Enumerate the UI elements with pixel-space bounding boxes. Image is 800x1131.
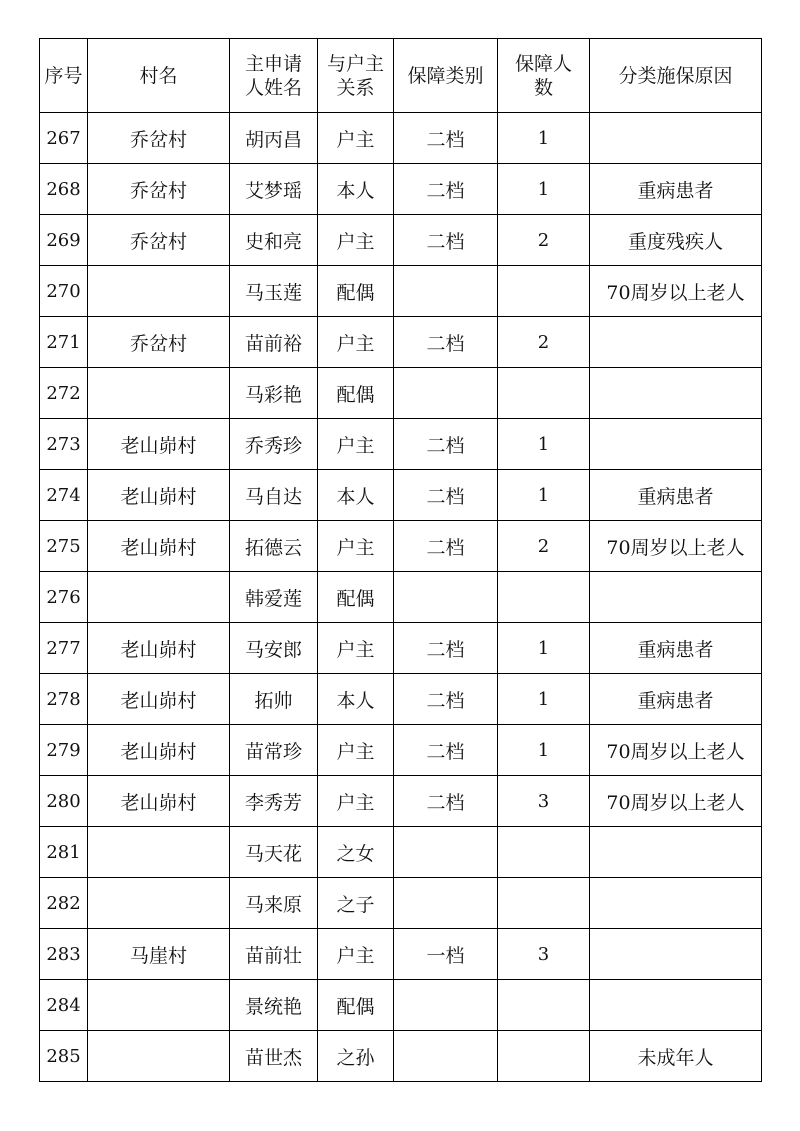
cell-count: 2 <box>498 521 590 572</box>
cell-count: 2 <box>498 317 590 368</box>
cell-relation: 配偶 <box>318 266 394 317</box>
cell-relation: 本人 <box>318 164 394 215</box>
cell-reason: 重病患者 <box>590 623 762 674</box>
cell-seq: 275 <box>40 521 88 572</box>
cell-relation: 配偶 <box>318 980 394 1031</box>
cell-applicant-name: 史和亮 <box>230 215 318 266</box>
cell-village <box>88 878 230 929</box>
cell-category: 一档 <box>394 929 498 980</box>
cell-village: 老山峁村 <box>88 470 230 521</box>
cell-village: 乔岔村 <box>88 113 230 164</box>
cell-relation: 户主 <box>318 623 394 674</box>
cell-applicant-name: 乔秀珍 <box>230 419 318 470</box>
cell-seq: 276 <box>40 572 88 623</box>
cell-seq: 282 <box>40 878 88 929</box>
cell-reason <box>590 113 762 164</box>
cell-count <box>498 878 590 929</box>
cell-count: 1 <box>498 623 590 674</box>
cell-category: 二档 <box>394 674 498 725</box>
cell-applicant-name: 马自达 <box>230 470 318 521</box>
cell-reason <box>590 929 762 980</box>
cell-applicant-name: 艾梦瑶 <box>230 164 318 215</box>
cell-relation: 配偶 <box>318 572 394 623</box>
cell-village: 乔岔村 <box>88 317 230 368</box>
cell-village: 乔岔村 <box>88 215 230 266</box>
cell-relation: 户主 <box>318 317 394 368</box>
table-row <box>40 776 762 827</box>
cell-applicant-name: 景统艳 <box>230 980 318 1031</box>
cell-category: 二档 <box>394 317 498 368</box>
table-row <box>40 317 762 368</box>
cell-applicant-name: 苗世杰 <box>230 1031 318 1082</box>
cell-reason: 重病患者 <box>590 164 762 215</box>
header-category: 保障类别 <box>394 39 498 113</box>
cell-relation: 户主 <box>318 521 394 572</box>
cell-seq: 284 <box>40 980 88 1031</box>
cell-applicant-name: 拓帅 <box>230 674 318 725</box>
table-row <box>40 164 762 215</box>
table-row <box>40 266 762 317</box>
cell-count <box>498 980 590 1031</box>
cell-relation: 户主 <box>318 113 394 164</box>
table-row <box>40 572 762 623</box>
cell-reason <box>590 368 762 419</box>
header-relation: 与户主关系 <box>318 39 394 113</box>
cell-applicant-name: 马彩艳 <box>230 368 318 419</box>
cell-applicant-name: 拓德云 <box>230 521 318 572</box>
cell-applicant-name: 苗常珍 <box>230 725 318 776</box>
cell-category: 二档 <box>394 113 498 164</box>
cell-reason: 重病患者 <box>590 470 762 521</box>
cell-count <box>498 827 590 878</box>
cell-applicant-name: 苗前裕 <box>230 317 318 368</box>
table-row <box>40 623 762 674</box>
cell-village: 老山峁村 <box>88 776 230 827</box>
cell-relation: 之孙 <box>318 1031 394 1082</box>
table-body <box>40 113 762 1082</box>
header-count: 保障人数 <box>498 39 590 113</box>
cell-reason <box>590 419 762 470</box>
cell-relation: 户主 <box>318 725 394 776</box>
cell-village: 老山峁村 <box>88 419 230 470</box>
cell-applicant-name: 胡丙昌 <box>230 113 318 164</box>
cell-reason <box>590 317 762 368</box>
cell-category: 二档 <box>394 725 498 776</box>
cell-count <box>498 368 590 419</box>
cell-reason <box>590 878 762 929</box>
cell-relation: 之子 <box>318 878 394 929</box>
cell-reason <box>590 572 762 623</box>
cell-applicant-name: 马来原 <box>230 878 318 929</box>
cell-seq: 281 <box>40 827 88 878</box>
cell-village <box>88 1031 230 1082</box>
header-seq: 序号 <box>40 39 88 113</box>
table-row <box>40 674 762 725</box>
header-reason: 分类施保原因 <box>590 39 762 113</box>
cell-category <box>394 827 498 878</box>
cell-seq: 279 <box>40 725 88 776</box>
cell-village <box>88 266 230 317</box>
cell-seq: 283 <box>40 929 88 980</box>
cell-seq: 277 <box>40 623 88 674</box>
cell-category <box>394 266 498 317</box>
header-applicant: 主申请人姓名 <box>230 39 318 113</box>
cell-reason: 未成年人 <box>590 1031 762 1082</box>
cell-seq: 269 <box>40 215 88 266</box>
cell-count: 1 <box>498 674 590 725</box>
cell-count <box>498 572 590 623</box>
cell-seq: 272 <box>40 368 88 419</box>
table-row <box>40 878 762 929</box>
cell-reason: 重病患者 <box>590 674 762 725</box>
cell-seq: 271 <box>40 317 88 368</box>
cell-reason <box>590 827 762 878</box>
cell-village: 老山峁村 <box>88 623 230 674</box>
table-row <box>40 470 762 521</box>
cell-reason: 70周岁以上老人 <box>590 521 762 572</box>
cell-village: 乔岔村 <box>88 164 230 215</box>
cell-seq: 268 <box>40 164 88 215</box>
cell-category: 二档 <box>394 164 498 215</box>
cell-category <box>394 1031 498 1082</box>
cell-category: 二档 <box>394 419 498 470</box>
cell-category: 二档 <box>394 470 498 521</box>
table-row <box>40 929 762 980</box>
cell-village: 马崖村 <box>88 929 230 980</box>
cell-seq: 274 <box>40 470 88 521</box>
assistance-table <box>39 38 762 1082</box>
cell-count: 3 <box>498 776 590 827</box>
table-row <box>40 215 762 266</box>
table-row <box>40 419 762 470</box>
cell-category: 二档 <box>394 521 498 572</box>
cell-relation: 户主 <box>318 419 394 470</box>
cell-reason: 70周岁以上老人 <box>590 266 762 317</box>
cell-seq: 278 <box>40 674 88 725</box>
cell-count: 1 <box>498 470 590 521</box>
cell-seq: 267 <box>40 113 88 164</box>
table-row <box>40 368 762 419</box>
cell-applicant-name: 李秀芳 <box>230 776 318 827</box>
cell-applicant-name: 马安郎 <box>230 623 318 674</box>
table-row <box>40 827 762 878</box>
cell-count: 1 <box>498 419 590 470</box>
cell-relation: 之女 <box>318 827 394 878</box>
cell-applicant-name: 苗前壮 <box>230 929 318 980</box>
cell-category <box>394 368 498 419</box>
cell-category <box>394 572 498 623</box>
cell-count: 1 <box>498 113 590 164</box>
cell-count: 1 <box>498 164 590 215</box>
cell-relation: 户主 <box>318 215 394 266</box>
cell-seq: 285 <box>40 1031 88 1082</box>
table-row <box>40 980 762 1031</box>
cell-applicant-name: 韩爱莲 <box>230 572 318 623</box>
cell-reason: 70周岁以上老人 <box>590 725 762 776</box>
table-row <box>40 521 762 572</box>
cell-category: 二档 <box>394 215 498 266</box>
cell-reason: 重度残疾人 <box>590 215 762 266</box>
cell-count <box>498 266 590 317</box>
cell-category <box>394 878 498 929</box>
cell-seq: 280 <box>40 776 88 827</box>
cell-category <box>394 980 498 1031</box>
cell-seq: 273 <box>40 419 88 470</box>
cell-category: 二档 <box>394 623 498 674</box>
cell-relation: 本人 <box>318 470 394 521</box>
table-row <box>40 1031 762 1082</box>
cell-relation: 户主 <box>318 929 394 980</box>
cell-village <box>88 980 230 1031</box>
cell-count: 2 <box>498 215 590 266</box>
cell-reason: 70周岁以上老人 <box>590 776 762 827</box>
cell-seq: 270 <box>40 266 88 317</box>
cell-village: 老山峁村 <box>88 521 230 572</box>
cell-village <box>88 368 230 419</box>
header-village: 村名 <box>88 39 230 113</box>
cell-village: 老山峁村 <box>88 674 230 725</box>
cell-count: 1 <box>498 725 590 776</box>
cell-count: 3 <box>498 929 590 980</box>
cell-count <box>498 1031 590 1082</box>
table-row <box>40 113 762 164</box>
cell-applicant-name: 马玉莲 <box>230 266 318 317</box>
cell-relation: 配偶 <box>318 368 394 419</box>
cell-village <box>88 827 230 878</box>
cell-category: 二档 <box>394 776 498 827</box>
cell-applicant-name: 马天花 <box>230 827 318 878</box>
cell-reason <box>590 980 762 1031</box>
header-row <box>40 39 762 113</box>
table-row <box>40 725 762 776</box>
cell-village: 老山峁村 <box>88 725 230 776</box>
cell-relation: 本人 <box>318 674 394 725</box>
cell-village <box>88 572 230 623</box>
cell-relation: 户主 <box>318 776 394 827</box>
